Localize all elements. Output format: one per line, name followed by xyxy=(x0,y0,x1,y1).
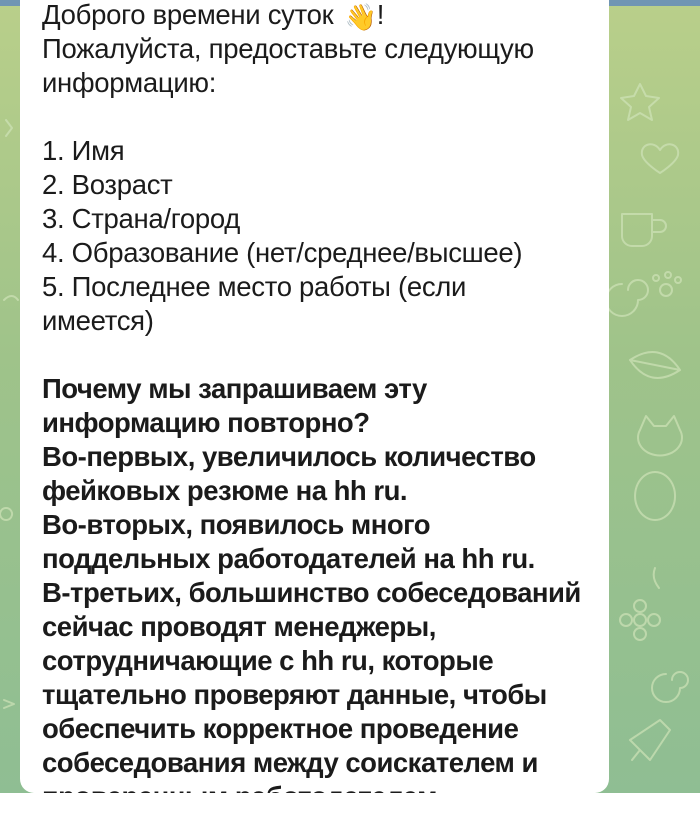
list-item: 4. Образование (нет/среднее/высшее) xyxy=(42,237,523,268)
bold-line: поддельных работодателей на hh ru. xyxy=(42,543,535,574)
greeting-text: Доброго времени суток xyxy=(42,0,334,30)
list-item: 2. Возраст xyxy=(42,169,173,200)
bold-line: фейковых резюме на hh ru. xyxy=(42,475,408,506)
list-item: 5. Последнее место работы (если xyxy=(42,271,467,302)
bold-line: Во-первых, увеличилось количество xyxy=(42,441,536,472)
intro-line: информацию: xyxy=(42,67,217,98)
greeting-end: ! xyxy=(376,0,385,30)
message-bubble[interactable] xyxy=(20,0,609,793)
bold-line: В-третьих, большинство собеседований xyxy=(42,577,581,608)
list-item: имеется) xyxy=(42,305,154,336)
paragraph-gap xyxy=(42,100,609,134)
bold-line: сотрудничающие с hh ru, которые xyxy=(42,645,494,676)
bold-line: Почему мы запрашиваем эту xyxy=(42,373,427,404)
bold-line: собеседования между соискателем и xyxy=(42,747,538,778)
waving-hand-icon: 👋 xyxy=(344,2,377,32)
bottom-strip xyxy=(0,793,700,815)
bold-line: Во-вторых, появилось много xyxy=(42,509,431,540)
list-item: 1. Имя xyxy=(42,135,125,166)
bold-line: обеспечить корректное проведение xyxy=(42,713,519,744)
bold-line: тщательно проверяют данные, чтобы xyxy=(42,679,547,710)
list-item: 3. Страна/город xyxy=(42,203,240,234)
intro-line: Пожалуйста, предоставьте следующую xyxy=(42,33,534,64)
greeting-line xyxy=(42,0,609,32)
paragraph-gap xyxy=(42,338,609,372)
bold-line: сейчас проводят менеджеры, xyxy=(42,611,436,642)
bold-line: информацию повторно? xyxy=(42,407,370,438)
